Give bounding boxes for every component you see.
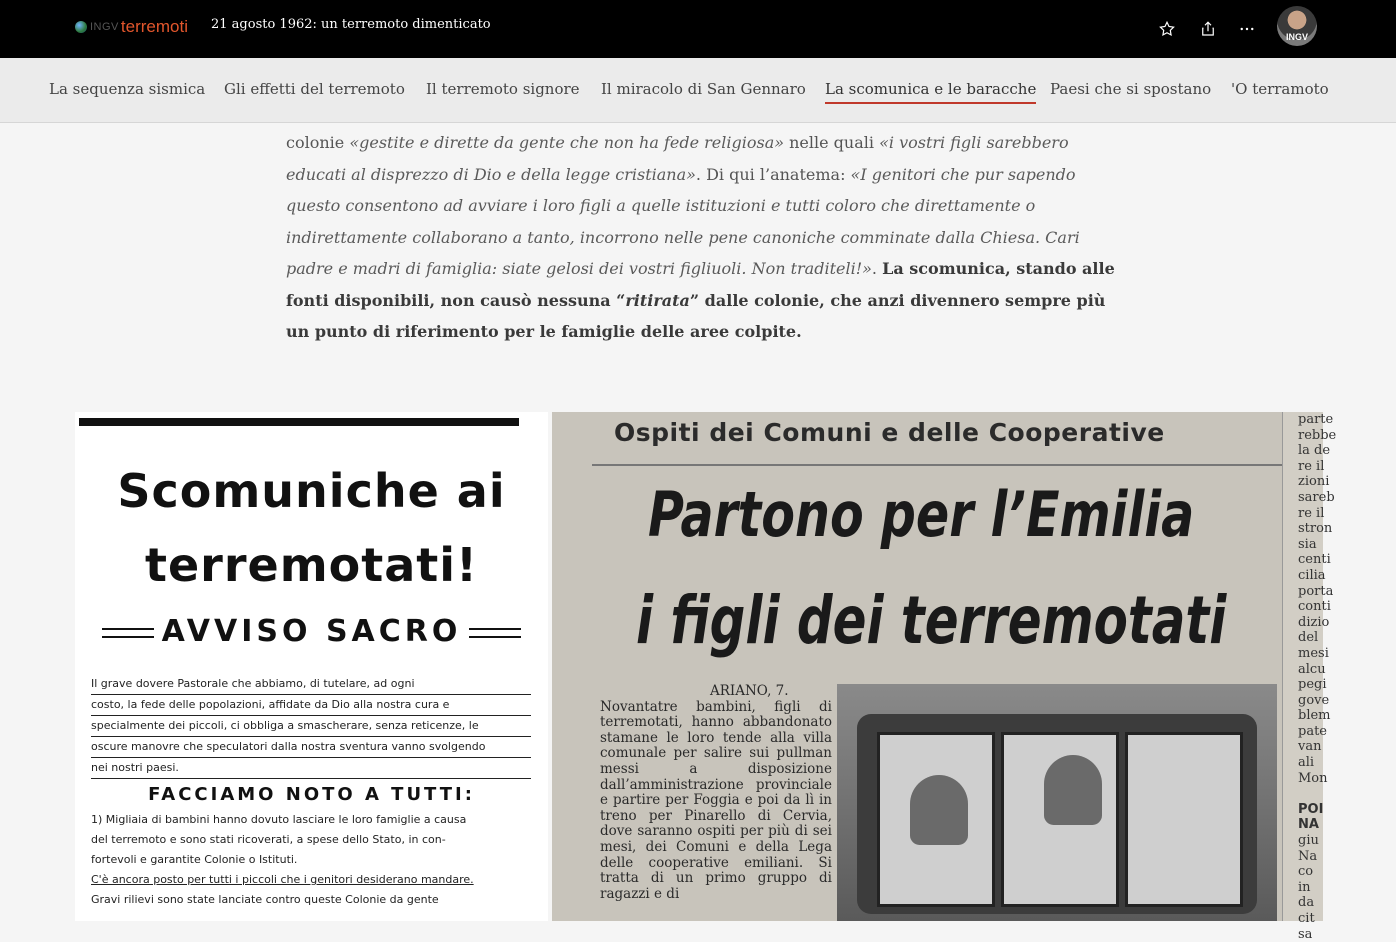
clipping-kicker: Ospiti dei Comuni e delle Cooperative	[614, 418, 1165, 447]
favorite-button[interactable]	[1153, 15, 1181, 43]
bus-window	[1001, 732, 1119, 907]
clipping-body: Il grave dovere Pastorale che abbiamo, di tutelare, ad ogni costo, la fede delle popolazioni, affidate da Dio alla nostra cura e specialmente dei piccoli, ci obbliga a smascherare, senza reticenze, le oscure manovre che speculatori dalla nostra sventura vanno svolgendo nei nostri paesi.	[91, 674, 531, 779]
avatar-label: INGV	[1285, 32, 1308, 42]
clipping-headline: i figli dei terremotati	[636, 582, 1227, 659]
nav-item-terremoto-signore[interactable]: Il terremoto signore	[426, 80, 580, 98]
child-figure	[910, 775, 968, 845]
child-figure	[1044, 755, 1102, 825]
share-button[interactable]	[1194, 15, 1222, 43]
article-text: .	[871, 259, 883, 278]
nav-item-scomunica-baracche[interactable]: La scomunica e le baracche	[825, 80, 1036, 104]
clipping-dateline: ARIANO, 7.	[710, 683, 789, 699]
nav-item-effetti-terremoto[interactable]: Gli effetti del terremoto	[224, 80, 405, 98]
article-quote: «i vostri figli sarebbero educati al disprezzo di Dio e della legge cristiana»	[286, 133, 1069, 184]
clipping-subheading: AVVISO SACRO	[75, 614, 548, 649]
clipping-notice-heading: FACCIAMO NOTO A TUTTI:	[148, 784, 475, 805]
star-icon	[1158, 20, 1176, 38]
top-bar	[0, 0, 1396, 58]
clipping-headline: Partono per l’Emilia	[648, 478, 1195, 551]
clipping-rule	[592, 464, 1282, 466]
globe-icon	[75, 21, 87, 33]
nav-item-miracolo-san-gennaro[interactable]: Il miracolo di San Gennaro	[601, 80, 806, 98]
nav-item-sequenza-sismica[interactable]: La sequenza sismica	[49, 80, 206, 98]
clipping-rule	[79, 418, 519, 426]
clipping-list: 1) Migliaia di bambini hanno dovuto lasciare le loro famiglie a causa del terremoto e sono stati ricoverati, a spese dello Stato, in con- fortevoli e garantite Colonie o Istituti. C'è ancora posto per tutti i piccoli che i genitori desiderano mandare. Gravi rilievi sono state lanciate contro queste Colonie da gente	[91, 813, 474, 906]
more-options-button[interactable]	[1233, 15, 1261, 43]
newspaper-clipping-scomuniche[interactable]	[75, 412, 548, 921]
article-text: . Di qui l’anatema:	[695, 164, 851, 184]
article-paragraph	[286, 127, 1126, 348]
article-quote: «I genitori che pur sapendo questo consentono ad avviare i loro figli a quelle istituzioni e tutti coloro che direttamente o indirettamente collaborano a tanto, incorrono nelle pene canoniche comminate dalla Chiesa. Cari padre e madri di famiglia: siate gelosi dei vostri figliuoli. Non traditeli!»	[286, 164, 1080, 278]
more-icon	[1238, 20, 1256, 38]
bus-photo	[837, 684, 1277, 921]
clipping-headline: Scomuniche ai	[117, 464, 506, 518]
clipping-column	[600, 684, 832, 902]
share-icon	[1199, 20, 1217, 38]
brand-name: terremoti	[120, 17, 188, 36]
nav-item-o-terramoto[interactable]: 'O terramoto	[1231, 80, 1329, 98]
article-text: colonie	[286, 133, 350, 152]
article-text: nelle quali	[784, 133, 880, 152]
brand-logo[interactable]	[75, 14, 188, 40]
newspaper-clipping-partono[interactable]	[552, 412, 1337, 942]
bus-window	[877, 732, 995, 907]
document-title: 21 agosto 1962: un terremoto dimenticato	[211, 17, 491, 32]
nav-item-paesi-si-spostano[interactable]: Paesi che si spostano	[1050, 80, 1212, 98]
section-nav	[0, 58, 1396, 123]
clipping-side-column: parte rebbe la de re il zioni sareb re il stron sia centi cilia porta conti dizio del mesi alcu pegi gove blem pate van ali Mon POI NA giu Na co in da cit sa	[1282, 412, 1323, 921]
avatar[interactable]	[1277, 6, 1317, 46]
brand-prefix: INGV	[90, 21, 119, 33]
article-quote: «gestite e dirette da gente che non ha fede religiosa»	[349, 133, 785, 152]
clipping-column-text: Novantatre bambini, figli di terremotati, hanno abbandonato stamane le loro tende alla villa comunale per salire sui pullman messi a disposizione dall’amministrazione provinciale e partire per Foggia e poi da lì in treno per Pinarello di Cervia, dove saranno ospiti per più di sei mesi, dei Comuni e della Lega delle cooperative emiliani. Si tratta di un primo gruppo di ragazzi e di	[600, 698, 832, 902]
article-emphasis: La scomunica, stando alle fonti disponibili, non causò nessuna “ritirata” dalle colonie, che anzi divennero sempre più un punto di riferimento per le famiglie delle aree colpite.	[286, 259, 1115, 341]
bus-window	[1125, 732, 1243, 907]
clipping-headline: terremotati!	[144, 538, 479, 592]
